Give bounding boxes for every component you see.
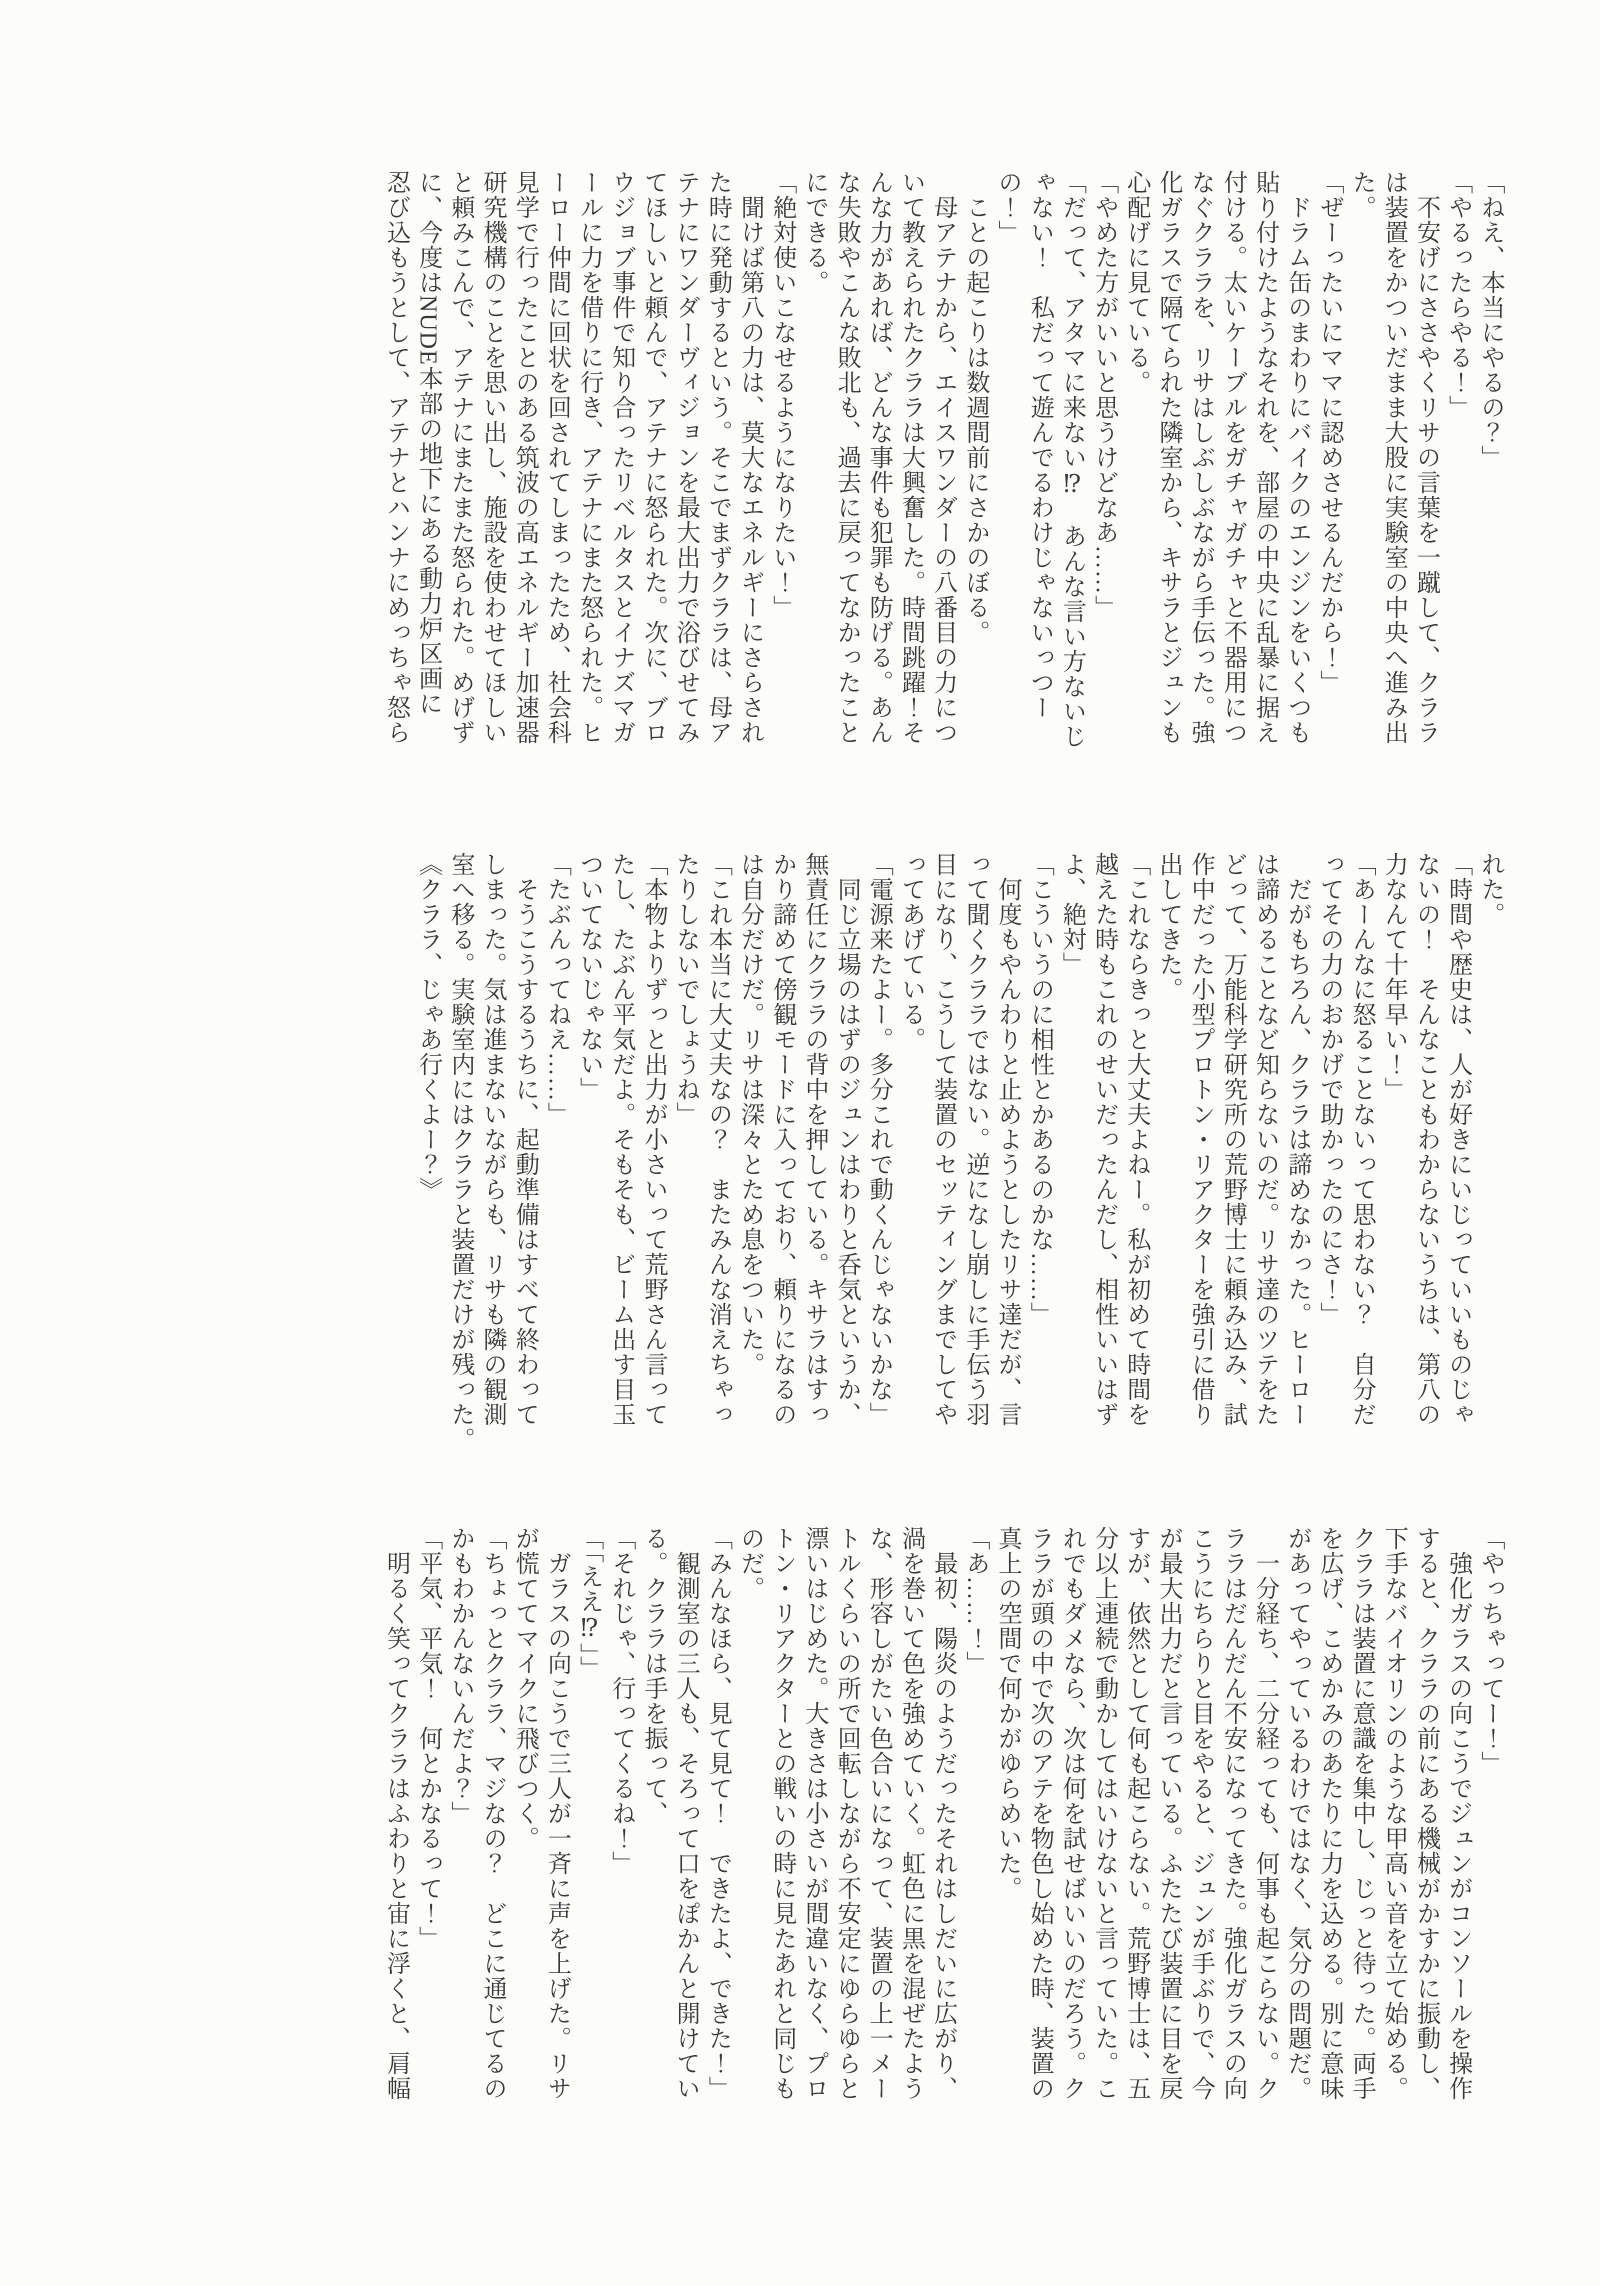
text-column: いて教えられたクララは大興奮した。時間跳躍！そ	[897, 170, 924, 745]
text-column: すが、依然として何も起こらない。荒野博士は、五	[1122, 1526, 1149, 2101]
text-column: って聞くクララではない。逆になし崩しに手伝う羽	[961, 852, 988, 1427]
text-column: 渦を巻いて色を強めていく。虹色に黒を混ぜたよう	[897, 1526, 924, 2101]
text-column: にできる。	[800, 170, 827, 295]
text-column: 「やめた方がいいと思うけどなあ……」	[1090, 170, 1117, 620]
text-column: 母アテナから、エイスワンダーの八番目の力につ	[929, 170, 956, 745]
text-column: 「みんなほら、見て見て！ できたよ、できた！」	[704, 1526, 731, 2101]
text-column: が最大出力だと言っている。ふたたび装置に目を戻	[1154, 1526, 1181, 2101]
text-column: ウジョブ事件で知り合ったリベルタスとイナズマガ	[607, 170, 634, 745]
text-column: 無責任にクララの背中を押している。キサラはすっ	[800, 852, 827, 1427]
text-column: ララが頭の中で次のアテを物色し始めた時、装置の	[1026, 1526, 1053, 2101]
text-column: れた。	[1476, 852, 1503, 927]
text-column: 「絶対使いこなせるようになりたい！」	[768, 170, 795, 620]
text-column: ドラム缶のまわりにバイクのエンジンをいくつも	[1283, 170, 1310, 745]
text-column: そうこうするうちに、起動準備はすべて終わって	[511, 852, 538, 1427]
text-column: は諦めることなど知らないのだ。リサ達のツテをた	[1251, 852, 1278, 1427]
text-column: こうにちらりと目をやると、ジュンが手ぶりで、今	[1187, 1526, 1214, 2101]
text-column: 「やっちゃってー！」	[1476, 1526, 1503, 1776]
text-column: 出してきた。	[1154, 852, 1181, 1002]
text-column: が慌ててマイクに飛びつく。	[511, 1526, 538, 1851]
text-column: ーロー仲間に回状を回されてしまったため、社会科	[543, 170, 570, 745]
text-column: 力なんて十年早い！」	[1380, 852, 1407, 1102]
text-column: 室へ移る。実験室内にはクララと装置だけが残った。	[446, 852, 473, 1452]
text-column: のだ。	[736, 1526, 763, 1601]
text-column: 心配げに見ている。	[1122, 170, 1149, 395]
text-column: 「ちょっとクララ、マジなの？ どこに通じてるの	[479, 1526, 505, 2101]
text-column: 分以上連続で動かしてはいけないと言っていた。こ	[1090, 1526, 1117, 2101]
text-column: 作中だった小型プロトン・リアクターを強引に借り	[1187, 852, 1214, 1427]
text-block-bottom	[375, 1526, 1510, 2130]
text-column: な失敗やこんな敗北も、過去に戻ってなかったこと	[833, 170, 860, 745]
text-column: かもわかんないんだよ？」	[446, 1526, 473, 1826]
text-column: 貼り付けたようなそれを、部屋の中央に乱暴に据え	[1251, 170, 1278, 745]
text-block-middle	[407, 852, 1510, 1456]
text-column: テナにワンダーヴィジョンを最大出力で浴びせてみ	[672, 170, 699, 745]
text-column: だがもちろん、クララは諦めなかった。ヒーロー	[1283, 852, 1310, 1427]
text-column: ことの起こりは数週間前にさかのぼる。	[961, 170, 988, 645]
text-column: 付ける。太いケーブルをガチャガチャと不器用につ	[1219, 170, 1246, 745]
text-column: 《クララ、じゃあ行くよー？》	[414, 852, 441, 1202]
text-column: 「あーんなに怒ることないって思わない？ 自分だ	[1348, 852, 1375, 1427]
text-column: は自分だけだ。リサは深々とため息をついた。	[736, 852, 763, 1377]
text-column: トルくらいの所で回転しながら不安定にゆらゆらと	[833, 1526, 860, 2101]
text-column: 「時間や歴史は、人が好きにいじっていいものじゃ	[1444, 852, 1471, 1427]
text-column: 「ぜーったいにママに認めさせるんだから！」	[1315, 170, 1342, 695]
text-column: た時に発動するという。そこでまずクララは、母ア	[704, 170, 731, 745]
text-column: 同じ立場のはずのジュンはわりと呑気というか、	[833, 852, 860, 1427]
text-column: 「やるったらやる！」	[1444, 170, 1471, 420]
text-column: 下手なバイオリンのような甲高い音を立て始める。	[1380, 1526, 1407, 2101]
text-column: があってやっているわけではなく、気分の問題だ。	[1283, 1526, 1310, 2101]
text-column: 真上の空間で何かがゆらめいた。	[994, 1526, 1020, 1901]
text-column: 強化ガラスの向こうでジュンがコンソールを操作	[1444, 1526, 1471, 2101]
text-column: ついてないじゃない」	[575, 852, 602, 1102]
text-column: 聞けば第八の力は、莫大なエネルギーにさらされ	[736, 170, 763, 745]
text-column: 「こういうのに相性とかあるのかな……」	[1026, 852, 1053, 1327]
text-column: たし、たぶん平気だよ。そもそも、ビーム出す目玉	[607, 852, 634, 1427]
text-column: 「「ええ⁉」」	[575, 1526, 602, 1681]
text-column: に、今度はNUDE本部の地下にある動力炉区画に	[414, 170, 441, 716]
text-block-top	[375, 170, 1510, 774]
text-column: 「本物よりずっと出力が小さいって荒野さん言って	[639, 852, 666, 1427]
text-column: たりしないでしょうね」	[672, 852, 699, 1127]
text-column: よ、絶対」	[1058, 852, 1085, 977]
text-column: 「それじゃ、行ってくるね！」	[607, 1526, 634, 1876]
text-column: 研究機構のことを思い出し、施設を使わせてほしい	[479, 170, 505, 745]
text-column: 「あ……！」	[961, 1526, 988, 1676]
text-column: 観測室の三人も、そろって口をぽかんと開けてい	[672, 1526, 699, 2101]
text-column: 「これ本当に大丈夫なの？ またみんな消えちゃっ	[704, 852, 731, 1427]
text-column: は装置をかついだまま大股に実験室の中央へ進み出	[1380, 170, 1407, 745]
text-column: トン・リアクターとの戦いの時に見たあれと同じも	[768, 1526, 795, 2101]
text-column: 「平気、平気！ 何とかなるって！」	[414, 1526, 441, 1951]
text-column: ララはだんだん不安になってきた。強化ガラスの向	[1219, 1526, 1246, 2101]
text-column: てほしいと頼んで、アテナに怒られた。次に、ブロ	[639, 170, 666, 745]
text-column: 忍び込もうとして、アテナとハンナにめっちゃ怒ら	[382, 170, 409, 745]
text-column: ってその力のおかげで助かったのにさ！」	[1315, 852, 1342, 1327]
text-column: 不安げにささやくリサの言葉を一蹴して、クララ	[1412, 170, 1439, 745]
text-column: 「これならきっと大丈夫よねー。私が初めて時間を	[1122, 852, 1149, 1427]
text-column: 漂いはじめた。大きさは小さいが間違いなく、プロ	[800, 1526, 827, 2101]
text-column: な、形容しがたい色合いになって、装置の上一メー	[865, 1526, 892, 2101]
text-column: 「だって、アタマに来ない⁉ あんな言い方ないじ	[1058, 170, 1085, 749]
text-column: 何度もやんわりと止めようとしたリサ達だが、言	[994, 852, 1020, 1427]
text-column: 「ねえ、本当にやるの？」	[1476, 170, 1503, 470]
text-column: ってあげている。	[897, 852, 924, 1052]
text-column: 「電源来たよー。多分これで動くんじゃないかな」	[865, 852, 892, 1427]
text-column: ガラスの向こうで三人が一斉に声を上げた。リサ	[543, 1526, 570, 2101]
text-column: 明るく笑ってクララはふわりと宙に浮くと、肩幅	[382, 1526, 409, 2101]
text-column: ゃない！ 私だって遊んでるわけじゃないっつー	[1026, 170, 1053, 720]
text-column: なぐクララを、リサはしぶしぶながら手伝った。強	[1187, 170, 1214, 745]
text-column: かり諦めて傍観モードに入っており、頼りになるの	[768, 852, 795, 1427]
text-column: どって、万能科学研究所の荒野博士に頼み込み、試	[1219, 852, 1246, 1427]
text-column: 化ガラスで隔てられた隣室から、キサラとジュンも	[1154, 170, 1181, 745]
text-column: 越えた時もこれのせいだったんだし、相性いいはず	[1090, 852, 1117, 1427]
text-column: ないの！ そんなこともわからないうちは、第八の	[1412, 852, 1439, 1427]
text-column: 一分経ち、二分経っても、何事も起こらない。ク	[1251, 1526, 1278, 2101]
text-column: と頼みこんで、アテナにまたまた怒られた。めげず	[446, 170, 473, 745]
text-column: 最初、陽炎のようだったそれはしだいに広がり、	[929, 1526, 956, 2101]
text-column: れでもダメなら、次は何を試せばいいのだろう。ク	[1058, 1526, 1085, 2101]
text-column: を広げ、こめかみのあたりに力を込める。別に意味	[1315, 1526, 1342, 2101]
text-column: る。クララは手を振って、	[639, 1526, 666, 1826]
text-column: 目になり、こうして装置のセッティングまでしてや	[929, 852, 956, 1427]
text-column: クララは装置に意識を集中し、じっと待った。両手	[1348, 1526, 1375, 2101]
text-column: しまった。気は進まないながらも、リサも隣の観測	[479, 852, 505, 1427]
text-column: すると、クララの前にある機械がかすかに振動し、	[1412, 1526, 1439, 2101]
text-column: 「たぶんってねえ……」	[543, 852, 570, 1127]
text-column: た。	[1348, 170, 1375, 220]
text-column: んな力があれば、どんな事件も犯罪も防げる。あん	[865, 170, 892, 745]
text-column: ールに力を借りに行き、アテナにまた怒られた。ヒ	[575, 170, 602, 745]
text-column: 見学で行ったことのある筑波の高エネルギー加速器	[511, 170, 538, 745]
text-column: の！」	[994, 170, 1020, 245]
